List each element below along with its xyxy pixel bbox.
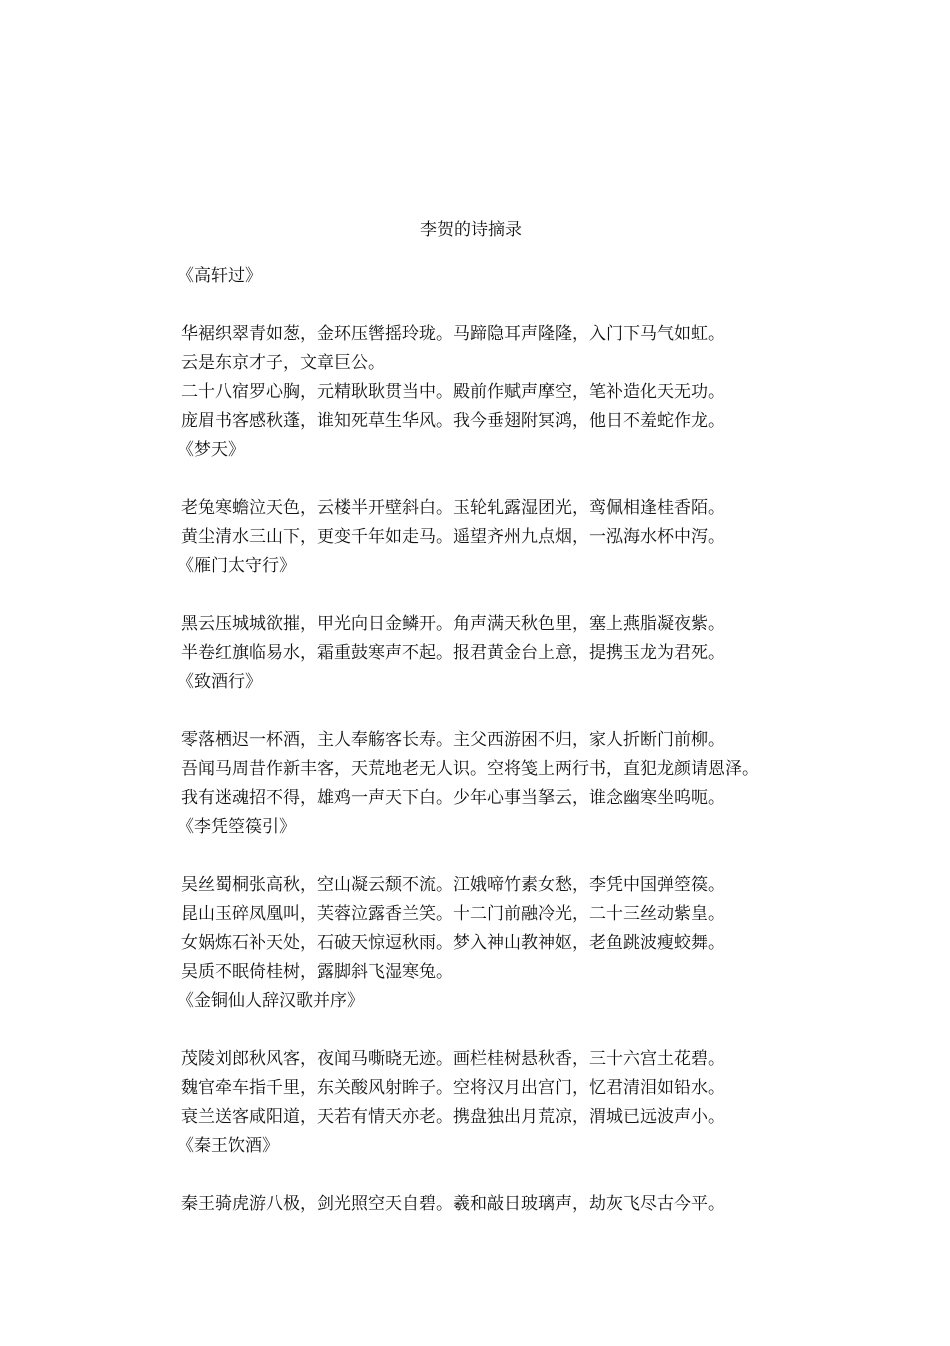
poem-title: 《高轩过》 (177, 266, 262, 286)
poem-meng-tian (177, 436, 941, 552)
poem-line: 黄尘清水三山下，更变千年如走马。遥望齐州九点烟，一泓海水杯中泻。 (181, 527, 725, 547)
poem-line: 黑云压城城欲摧，甲光向日金鳞开。角声满天秋色里，塞上燕脂凝夜紫。 (181, 614, 725, 634)
poem-line: 庞眉书客感秋蓬，谁知死草生华风。我今垂翅附冥鸿，他日不羞蛇作龙。 (181, 411, 725, 431)
poem-jin-tong-xian-ren (177, 987, 941, 1132)
poem-line: 吴丝蜀桐张高秋，空山凝云颓不流。江娥啼竹素女愁，李凭中国弹箜篌。 (181, 875, 725, 895)
poem-line: 茂陵刘郎秋风客，夜闻马嘶晓无迹。画栏桂树悬秋香，三十六宫土花碧。 (181, 1049, 725, 1069)
poem-line: 衰兰送客咸阳道，天若有情天亦老。携盘独出月荒凉，渭城已远波声小。 (181, 1107, 725, 1127)
poem-title: 《梦天》 (177, 440, 245, 460)
poem-title: 《李凭箜篌引》 (177, 817, 296, 837)
document-title: 李贺的诗摘录 (420, 220, 522, 240)
poem-collection (177, 262, 941, 1219)
poem-line: 昆山玉碎凤凰叫，芙蓉泣露香兰笑。十二门前融冷光，二十三丝动紫皇。 (181, 904, 725, 924)
poem-line: 吾闻马周昔作新丰客，天荒地老无人识。空将笺上两行书，直犯龙颜请恩泽。 (181, 759, 759, 779)
poem-title: 《金铜仙人辞汉歌并序》 (177, 991, 364, 1011)
poem-title: 《雁门太守行》 (177, 556, 296, 576)
poem-line: 华裾织翠青如葱，金环压辔摇玲珑。马蹄隐耳声隆隆，入门下马气如虹。 (181, 324, 725, 344)
poem-line: 魏官牵车指千里，东关酸风射眸子。空将汉月出宫门，忆君清泪如铅水。 (181, 1078, 725, 1098)
poem-line: 吴质不眠倚桂树，露脚斜飞湿寒兔。 (181, 962, 453, 982)
poem-line: 秦王骑虎游八极，剑光照空天自碧。羲和敲日玻璃声，劫灰飞尽古今平。 (181, 1194, 725, 1214)
poem-line: 女娲炼石补天处，石破天惊逗秋雨。梦入神山教神妪，老鱼跳波瘦蛟舞。 (181, 933, 725, 953)
poem-line: 我有迷魂招不得，雄鸡一声天下白。少年心事当拏云，谁念幽寒坐呜呃。 (181, 788, 725, 808)
poem-line: 半卷红旗临易水，霜重鼓寒声不起。报君黄金台上意，提携玉龙为君死。 (181, 643, 725, 663)
poem-line: 云是东京才子，文章巨公。 (181, 353, 385, 373)
poem-qin-wang-yin-jiu (177, 1132, 941, 1219)
poem-title: 《致酒行》 (177, 672, 262, 692)
poem-line: 老兔寒蟾泣天色，云楼半开壁斜白。玉轮轧露湿团光，鸾佩相逢桂香陌。 (181, 498, 725, 518)
poem-yan-men-tai-shou-xing (177, 552, 941, 668)
poem-zhi-jiu-xing (177, 668, 941, 813)
poem-line: 零落栖迟一杯酒，主人奉觞客长寿。主父西游困不归，家人折断门前柳。 (181, 730, 725, 750)
poem-title: 《秦王饮酒》 (177, 1136, 279, 1156)
poem-gao-xuan-guo (177, 262, 941, 436)
poem-li-ping-kong-hou-yin (177, 813, 941, 987)
poem-line: 二十八宿罗心胸，元精耿耿贯当中。殿前作赋声摩空，笔补造化天无功。 (181, 382, 725, 402)
